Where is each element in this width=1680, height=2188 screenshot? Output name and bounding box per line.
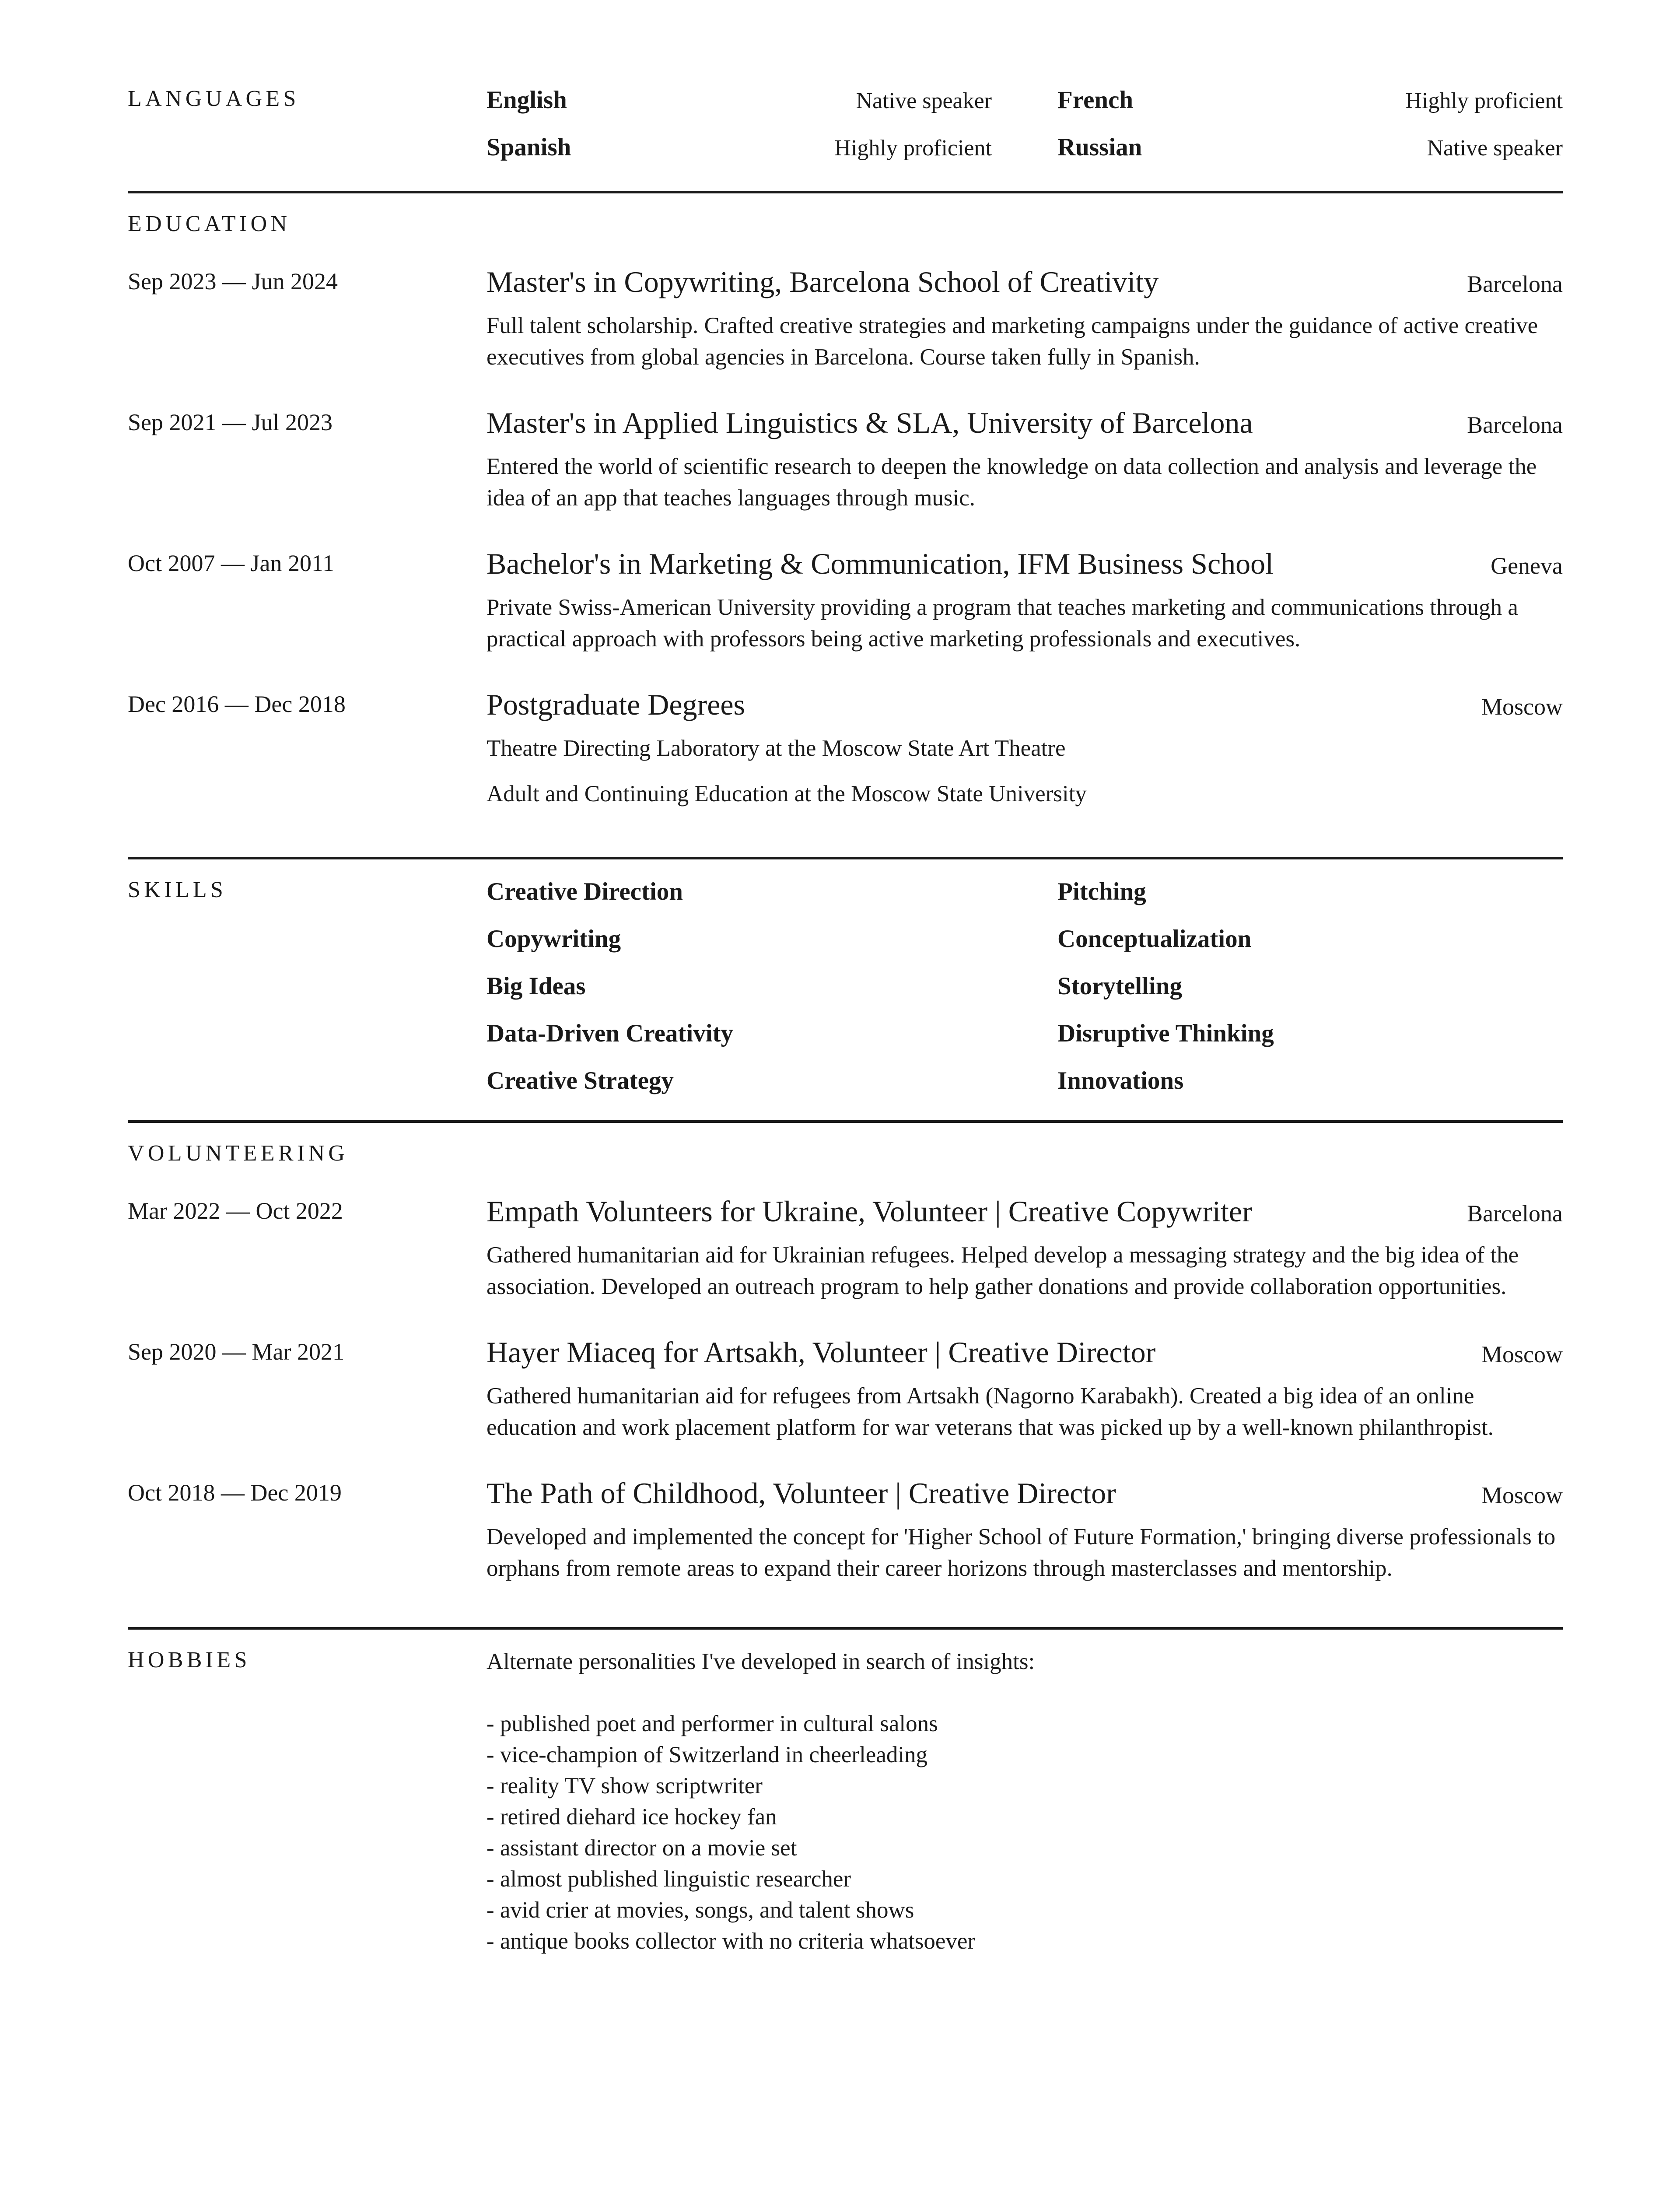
entry-description: Gathered humanitarian aid for Ukrainian refugees. Helped develop a messaging strategy and the big idea of the association. Developed an outreach program to help gather donations and provide collaboration opportunities. (486, 1242, 1519, 1299)
language-name: Spanish (486, 133, 571, 161)
hobby-item: - assistant director on a movie set (486, 1835, 797, 1861)
language-item (1057, 133, 1563, 161)
skills-heading: SKILLS (128, 877, 227, 902)
entry-title: Hayer Miaceq for Artsakh, Volunteer | Creative Director (486, 1336, 1156, 1369)
entry-location: Barcelona (1467, 412, 1563, 438)
education-entry (128, 687, 1563, 810)
education-heading: EDUCATION (128, 211, 291, 236)
volunteering-entry (128, 1194, 1563, 1302)
entry-detail-line: Theatre Directing Laboratory at the Moscow State Art Theatre (486, 736, 1066, 761)
entry-location: Moscow (1481, 694, 1563, 720)
entry-date: Dec 2016 — Dec 2018 (128, 691, 346, 717)
skill-item: Disruptive Thinking (1057, 1020, 1274, 1047)
entry-title: Master's in Applied Linguistics & SLA, University of Barcelona (486, 406, 1253, 439)
education-entry (128, 264, 1563, 373)
skill-item: Storytelling (1057, 972, 1182, 1000)
languages-heading: LANGUAGES (128, 86, 300, 111)
skill-item: Creative Strategy (486, 1067, 674, 1094)
hobbies-intro: Alternate personalities I've developed in search of insights: (486, 1649, 1035, 1674)
entry-date: Sep 2023 — Jun 2024 (128, 268, 338, 295)
language-name: Russian (1057, 133, 1142, 161)
hobby-item: - retired diehard ice hockey fan (486, 1804, 777, 1830)
education-entry (128, 546, 1563, 655)
education-entry (128, 405, 1563, 514)
entry-title: Master's in Copywriting, Barcelona School of Creativity (486, 265, 1159, 298)
volunteering-section (128, 1123, 1563, 1630)
entry-location: Moscow (1481, 1482, 1563, 1508)
education-section (128, 193, 1563, 859)
entry-detail-line: Adult and Continuing Education at the Moscow State University (486, 781, 1087, 806)
entry-title: The Path of Childhood, Volunteer | Creative Director (486, 1476, 1116, 1510)
volunteering-entry (128, 1476, 1563, 1584)
volunteering-heading: VOLUNTEERING (128, 1141, 349, 1166)
language-item (1057, 86, 1563, 114)
hobby-item: - almost published linguistic researcher (486, 1866, 851, 1892)
hobby-item: - vice-champion of Switzerland in cheerleading (486, 1742, 928, 1767)
skill-item: Creative Direction (486, 878, 683, 905)
language-item (486, 133, 992, 161)
language-level: Native speaker (1427, 136, 1563, 161)
hobbies-section (128, 1630, 1563, 1957)
entry-description: Gathered humanitarian aid for refugees from Artsakh (Nagorno Karabakh). Created a big idea of an online education and work placement platform for war veterans that was picked up by a well-known philanthropist. (486, 1383, 1494, 1440)
skill-item: Data-Driven Creativity (486, 1020, 734, 1047)
skill-item: Copywriting (486, 925, 621, 953)
hobbies-body (486, 1647, 1563, 1957)
language-item (486, 86, 992, 114)
hobby-item: - published poet and performer in cultural salons (486, 1711, 938, 1736)
skill-item: Conceptualization (1057, 925, 1252, 953)
hobby-item: - avid crier at movies, songs, and talent shows (486, 1897, 914, 1923)
entry-date: Sep 2021 — Jul 2023 (128, 409, 333, 435)
entry-description: Full talent scholarship. Crafted creative strategies and marketing campaigns under the guidance of active creative executives from global agencies in Barcelona. Course taken fully in Spanish. (486, 313, 1538, 370)
skill-item: Pitching (1057, 878, 1146, 905)
entry-description: Entered the world of scientific research to deepen the knowledge on data collection and analysis and leverage the idea of an app that teaches languages through music. (486, 454, 1537, 511)
entry-date: Oct 2018 — Dec 2019 (128, 1480, 342, 1506)
entry-title: Postgraduate Degrees (486, 688, 746, 721)
entry-date: Oct 2007 — Jan 2011 (128, 550, 334, 576)
entry-description: Developed and implemented the concept for 'Higher School of Future Formation,' bringing diverse professionals to orphans from remote areas to expand their career horizons through masterclasses and mentorship. (486, 1524, 1556, 1581)
entry-title: Bachelor's in Marketing & Communication, IFM Business School (486, 547, 1274, 580)
skills-grid (486, 877, 1563, 1096)
languages-grid (486, 86, 1563, 161)
language-level: Highly proficient (1405, 88, 1563, 113)
volunteering-entry (128, 1335, 1563, 1443)
entry-description: Private Swiss-American University providing a program that teaches marketing and communications through a practical approach with professors being active marketing professionals and executives. (486, 595, 1518, 652)
skill-item: Innovations (1057, 1067, 1184, 1094)
entry-location: Geneva (1491, 553, 1563, 579)
languages-section (128, 86, 1563, 193)
entry-location: Barcelona (1467, 1200, 1563, 1227)
entry-date: Sep 2020 — Mar 2021 (128, 1339, 344, 1365)
skill-item: Big Ideas (486, 972, 586, 1000)
language-level: Native speaker (856, 88, 992, 113)
entry-location: Barcelona (1467, 271, 1563, 297)
entry-location: Moscow (1481, 1341, 1563, 1368)
hobby-item: - reality TV show scriptwriter (486, 1773, 763, 1799)
entry-date: Mar 2022 — Oct 2022 (128, 1198, 343, 1224)
language-name: English (486, 86, 567, 114)
entry-title: Empath Volunteers for Ukraine, Volunteer | Creative Copywriter (486, 1195, 1252, 1228)
language-name: French (1057, 86, 1134, 114)
hobby-item: - antique books collector with no criteria whatsoever (486, 1929, 976, 1954)
language-level: Highly proficient (834, 136, 992, 161)
skills-section (128, 859, 1563, 1123)
hobbies-heading: HOBBIES (128, 1648, 251, 1673)
